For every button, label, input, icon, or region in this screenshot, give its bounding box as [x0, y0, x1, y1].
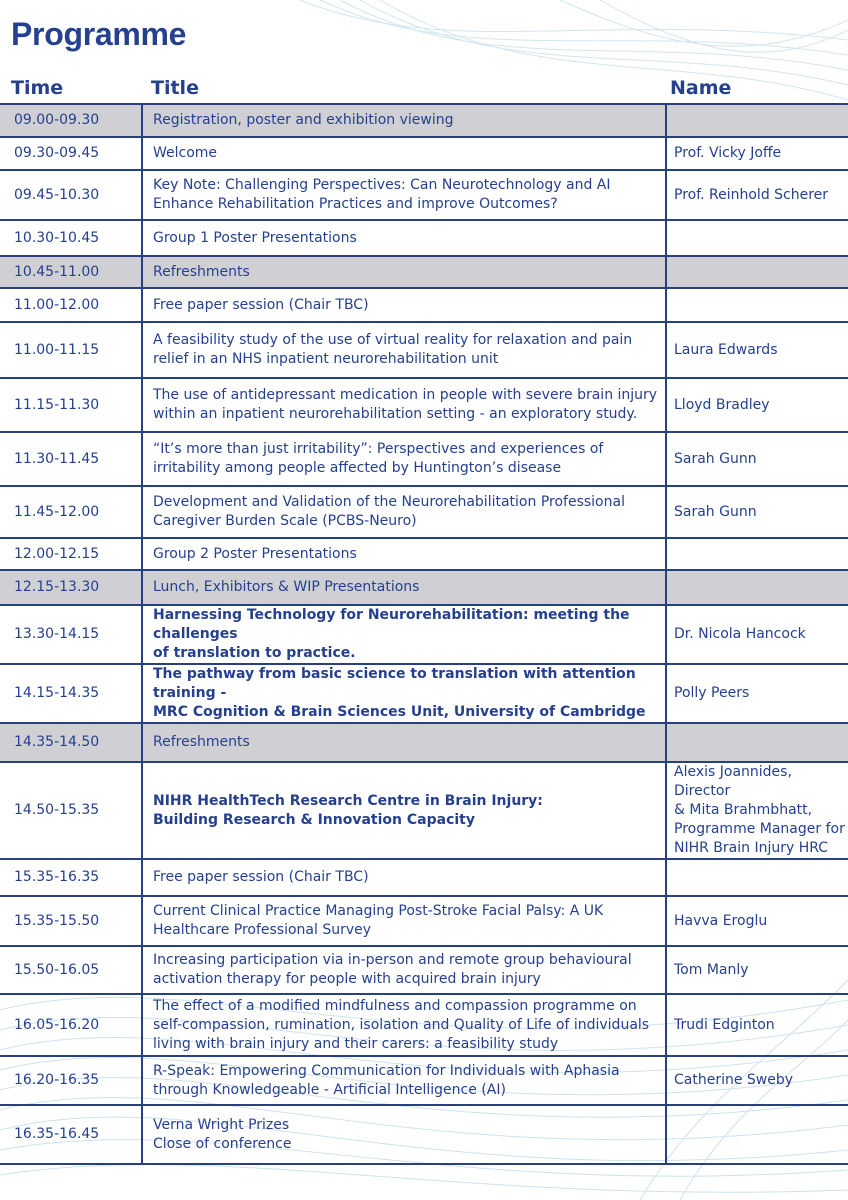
- time-cell: 16.35-16.45: [0, 1105, 142, 1164]
- programme-table: [0, 103, 848, 1165]
- title-cell: [142, 664, 666, 723]
- speaker-name: Lloyd Bradley: [674, 396, 770, 413]
- table-row: [0, 723, 848, 762]
- title-cell: [142, 220, 666, 256]
- time-cell: 11.15-11.30: [0, 378, 142, 432]
- time-cell: 10.45-11.00: [0, 256, 142, 288]
- name-cell: [666, 137, 848, 170]
- title-cell: [142, 605, 666, 664]
- title-line: self-compassion, rumination, isolation and Quality of Life of individuals: [153, 1016, 650, 1033]
- name-cell: [666, 104, 848, 137]
- title-line: Lunch, Exhibitors & WIP Presentations: [153, 579, 420, 595]
- table-row: [0, 570, 848, 605]
- name-cell: [666, 664, 848, 723]
- column-header-name: Name: [670, 77, 732, 99]
- time-cell: 11.00-11.15: [0, 322, 142, 378]
- title-cell: [142, 137, 666, 170]
- programme-rows: [0, 104, 848, 1164]
- title-line: Increasing participation via in-person and remote group behavioural: [153, 952, 632, 968]
- table-row: [0, 605, 848, 664]
- speaker-name: Alexis Joannides, Director: [674, 764, 792, 799]
- speaker-name: Havva Eroglu: [674, 912, 768, 929]
- title-cell: [142, 946, 666, 994]
- table-row: [0, 256, 848, 288]
- title-cell: [142, 104, 666, 137]
- name-cell: [666, 1056, 848, 1105]
- title-line: relief in an NHS inpatient neurorehabilitation unit: [153, 351, 499, 367]
- title-line: Refreshments: [153, 263, 250, 280]
- title-line: Group 1 Poster Presentations: [153, 229, 357, 246]
- title-cell: [142, 896, 666, 946]
- time-cell: 14.15-14.35: [0, 664, 142, 723]
- table-row: [0, 1056, 848, 1105]
- name-cell: [666, 723, 848, 762]
- title-cell: [142, 1056, 666, 1105]
- time-cell: 16.05-16.20: [0, 994, 142, 1056]
- title-cell: [142, 432, 666, 486]
- time-cell: 09.00-09.30: [0, 104, 142, 137]
- title-line: Group 2 Poster Presentations: [153, 545, 357, 562]
- title-line: Development and Validation of the Neurorehabilitation Professional: [153, 494, 625, 510]
- title-line: Current Clinical Practice Managing Post-Stroke Facial Palsy: A UK: [153, 903, 604, 919]
- title-line: Welcome: [153, 145, 218, 161]
- name-cell: [666, 859, 848, 896]
- name-cell: [666, 170, 848, 220]
- speaker-name: Prof. Reinhold Scherer: [674, 186, 829, 203]
- name-cell: [666, 896, 848, 946]
- time-cell: 16.20-16.35: [0, 1056, 142, 1105]
- title-line: living with brain injury and their carers: a feasibility study: [153, 1035, 559, 1052]
- speaker-name: & Mita Brahmbhatt,: [674, 802, 813, 818]
- speaker-name: Polly Peers: [674, 685, 750, 701]
- name-cell: [666, 322, 848, 378]
- table-row: [0, 378, 848, 432]
- title-line: Building Research & Innovation Capacity: [153, 811, 475, 828]
- title-line: Harnessing Technology for Neurorehabilitation: meeting the challenges: [153, 607, 630, 642]
- speaker-name: NIHR Brain Injury HRC: [674, 840, 829, 856]
- title-line: Free paper session (Chair TBC): [153, 869, 369, 885]
- title-line: of translation to practice.: [153, 645, 356, 661]
- title-cell: [142, 723, 666, 762]
- title-line: Enhance Rehabilitation Practices and improve Outcomes?: [153, 196, 558, 212]
- time-cell: 11.00-12.00: [0, 288, 142, 322]
- table-row: [0, 1105, 848, 1164]
- name-cell: [666, 486, 848, 538]
- title-line: A feasibility study of the use of virtual reality for relaxation and pain: [153, 332, 633, 348]
- page-title: Programme: [11, 16, 187, 52]
- table-row: [0, 170, 848, 220]
- title-line: Verna Wright Prizes: [153, 1116, 290, 1133]
- title-line: Refreshments: [153, 734, 250, 750]
- title-line: MRC Cognition & Brain Sciences Unit, University of Cambridge: [153, 704, 646, 720]
- title-cell: [142, 762, 666, 859]
- title-cell: [142, 994, 666, 1056]
- table-row: [0, 220, 848, 256]
- title-cell: [142, 256, 666, 288]
- table-row: [0, 322, 848, 378]
- title-line: NIHR HealthTech Research Centre in Brain Injury:: [153, 792, 543, 809]
- name-cell: [666, 946, 848, 994]
- time-cell: 11.30-11.45: [0, 432, 142, 486]
- title-cell: [142, 570, 666, 605]
- title-line: Close of conference: [153, 1135, 292, 1152]
- speaker-name: Tom Manly: [674, 961, 749, 978]
- table-row: [0, 762, 848, 859]
- title-line: Free paper session (Chair TBC): [153, 296, 369, 313]
- title-cell: [142, 170, 666, 220]
- title-line: “It’s more than just irritability”: Perspectives and experiences of: [153, 441, 604, 457]
- title-line: The use of antidepressant medication in people with severe brain injury: [153, 387, 658, 403]
- time-cell: 15.35-15.50: [0, 896, 142, 946]
- table-row: [0, 486, 848, 538]
- column-header-time: Time: [11, 77, 64, 99]
- speaker-name: Sarah Gunn: [674, 450, 757, 467]
- title-line: The pathway from basic science to translation with attention training -: [153, 666, 636, 701]
- title-cell: [142, 288, 666, 322]
- title-line: through Knowledgeable - Artificial Intelligence (AI): [153, 1081, 506, 1098]
- time-cell: 10.30-10.45: [0, 220, 142, 256]
- title-line: within an inpatient neurorehabilitation setting - an exploratory study.: [153, 406, 638, 422]
- time-cell: 15.35-16.35: [0, 859, 142, 896]
- speaker-name: Prof. Vicky Joffe: [674, 145, 782, 161]
- column-header-title: Title: [151, 77, 199, 99]
- name-cell: [666, 538, 848, 570]
- name-cell: [666, 378, 848, 432]
- table-row: [0, 432, 848, 486]
- title-cell: [142, 322, 666, 378]
- time-cell: 13.30-14.15: [0, 605, 142, 664]
- table-row: [0, 104, 848, 137]
- title-cell: [142, 1105, 666, 1164]
- title-line: Caregiver Burden Scale (PCBS-Neuro): [153, 513, 417, 529]
- title-line: irritability among people affected by Huntington’s disease: [153, 460, 562, 476]
- title-line: The effect of a modified mindfulness and compassion programme on: [153, 997, 637, 1014]
- name-cell: [666, 570, 848, 605]
- time-cell: 11.45-12.00: [0, 486, 142, 538]
- title-cell: [142, 378, 666, 432]
- speaker-name: Sarah Gunn: [674, 503, 757, 520]
- table-row: [0, 946, 848, 994]
- table-row: [0, 137, 848, 170]
- name-cell: [666, 288, 848, 322]
- title-line: activation therapy for people with acquired brain injury: [153, 971, 541, 987]
- title-cell: [142, 538, 666, 570]
- time-cell: 14.35-14.50: [0, 723, 142, 762]
- name-cell: [666, 994, 848, 1056]
- name-cell: [666, 1105, 848, 1164]
- title-line: R-Speak: Empowering Communication for Individuals with Aphasia: [153, 1062, 620, 1079]
- table-row: [0, 994, 848, 1056]
- table-row: [0, 896, 848, 946]
- name-cell: [666, 432, 848, 486]
- speaker-name: Programme Manager for: [674, 821, 845, 837]
- speaker-name: Dr. Nicola Hancock: [674, 626, 806, 642]
- name-cell: [666, 256, 848, 288]
- time-cell: 09.30-09.45: [0, 137, 142, 170]
- table-row: [0, 288, 848, 322]
- title-line: Key Note: Challenging Perspectives: Can Neurotechnology and AI: [153, 177, 611, 193]
- speaker-name: Trudi Edginton: [674, 1016, 775, 1033]
- time-cell: 15.50-16.05: [0, 946, 142, 994]
- time-cell: 12.15-13.30: [0, 570, 142, 605]
- time-cell: 09.45-10.30: [0, 170, 142, 220]
- name-cell: [666, 220, 848, 256]
- title-cell: [142, 486, 666, 538]
- time-cell: 14.50-15.35: [0, 762, 142, 859]
- title-cell: [142, 859, 666, 896]
- title-line: Registration, poster and exhibition viewing: [153, 112, 454, 128]
- title-line: Healthcare Professional Survey: [153, 922, 372, 938]
- table-row: [0, 859, 848, 896]
- speaker-name: Laura Edwards: [674, 341, 778, 358]
- speaker-name: Catherine Sweby: [674, 1072, 794, 1088]
- name-cell: [666, 762, 848, 859]
- table-row: [0, 538, 848, 570]
- time-cell: 12.00-12.15: [0, 538, 142, 570]
- table-row: [0, 664, 848, 723]
- name-cell: [666, 605, 848, 664]
